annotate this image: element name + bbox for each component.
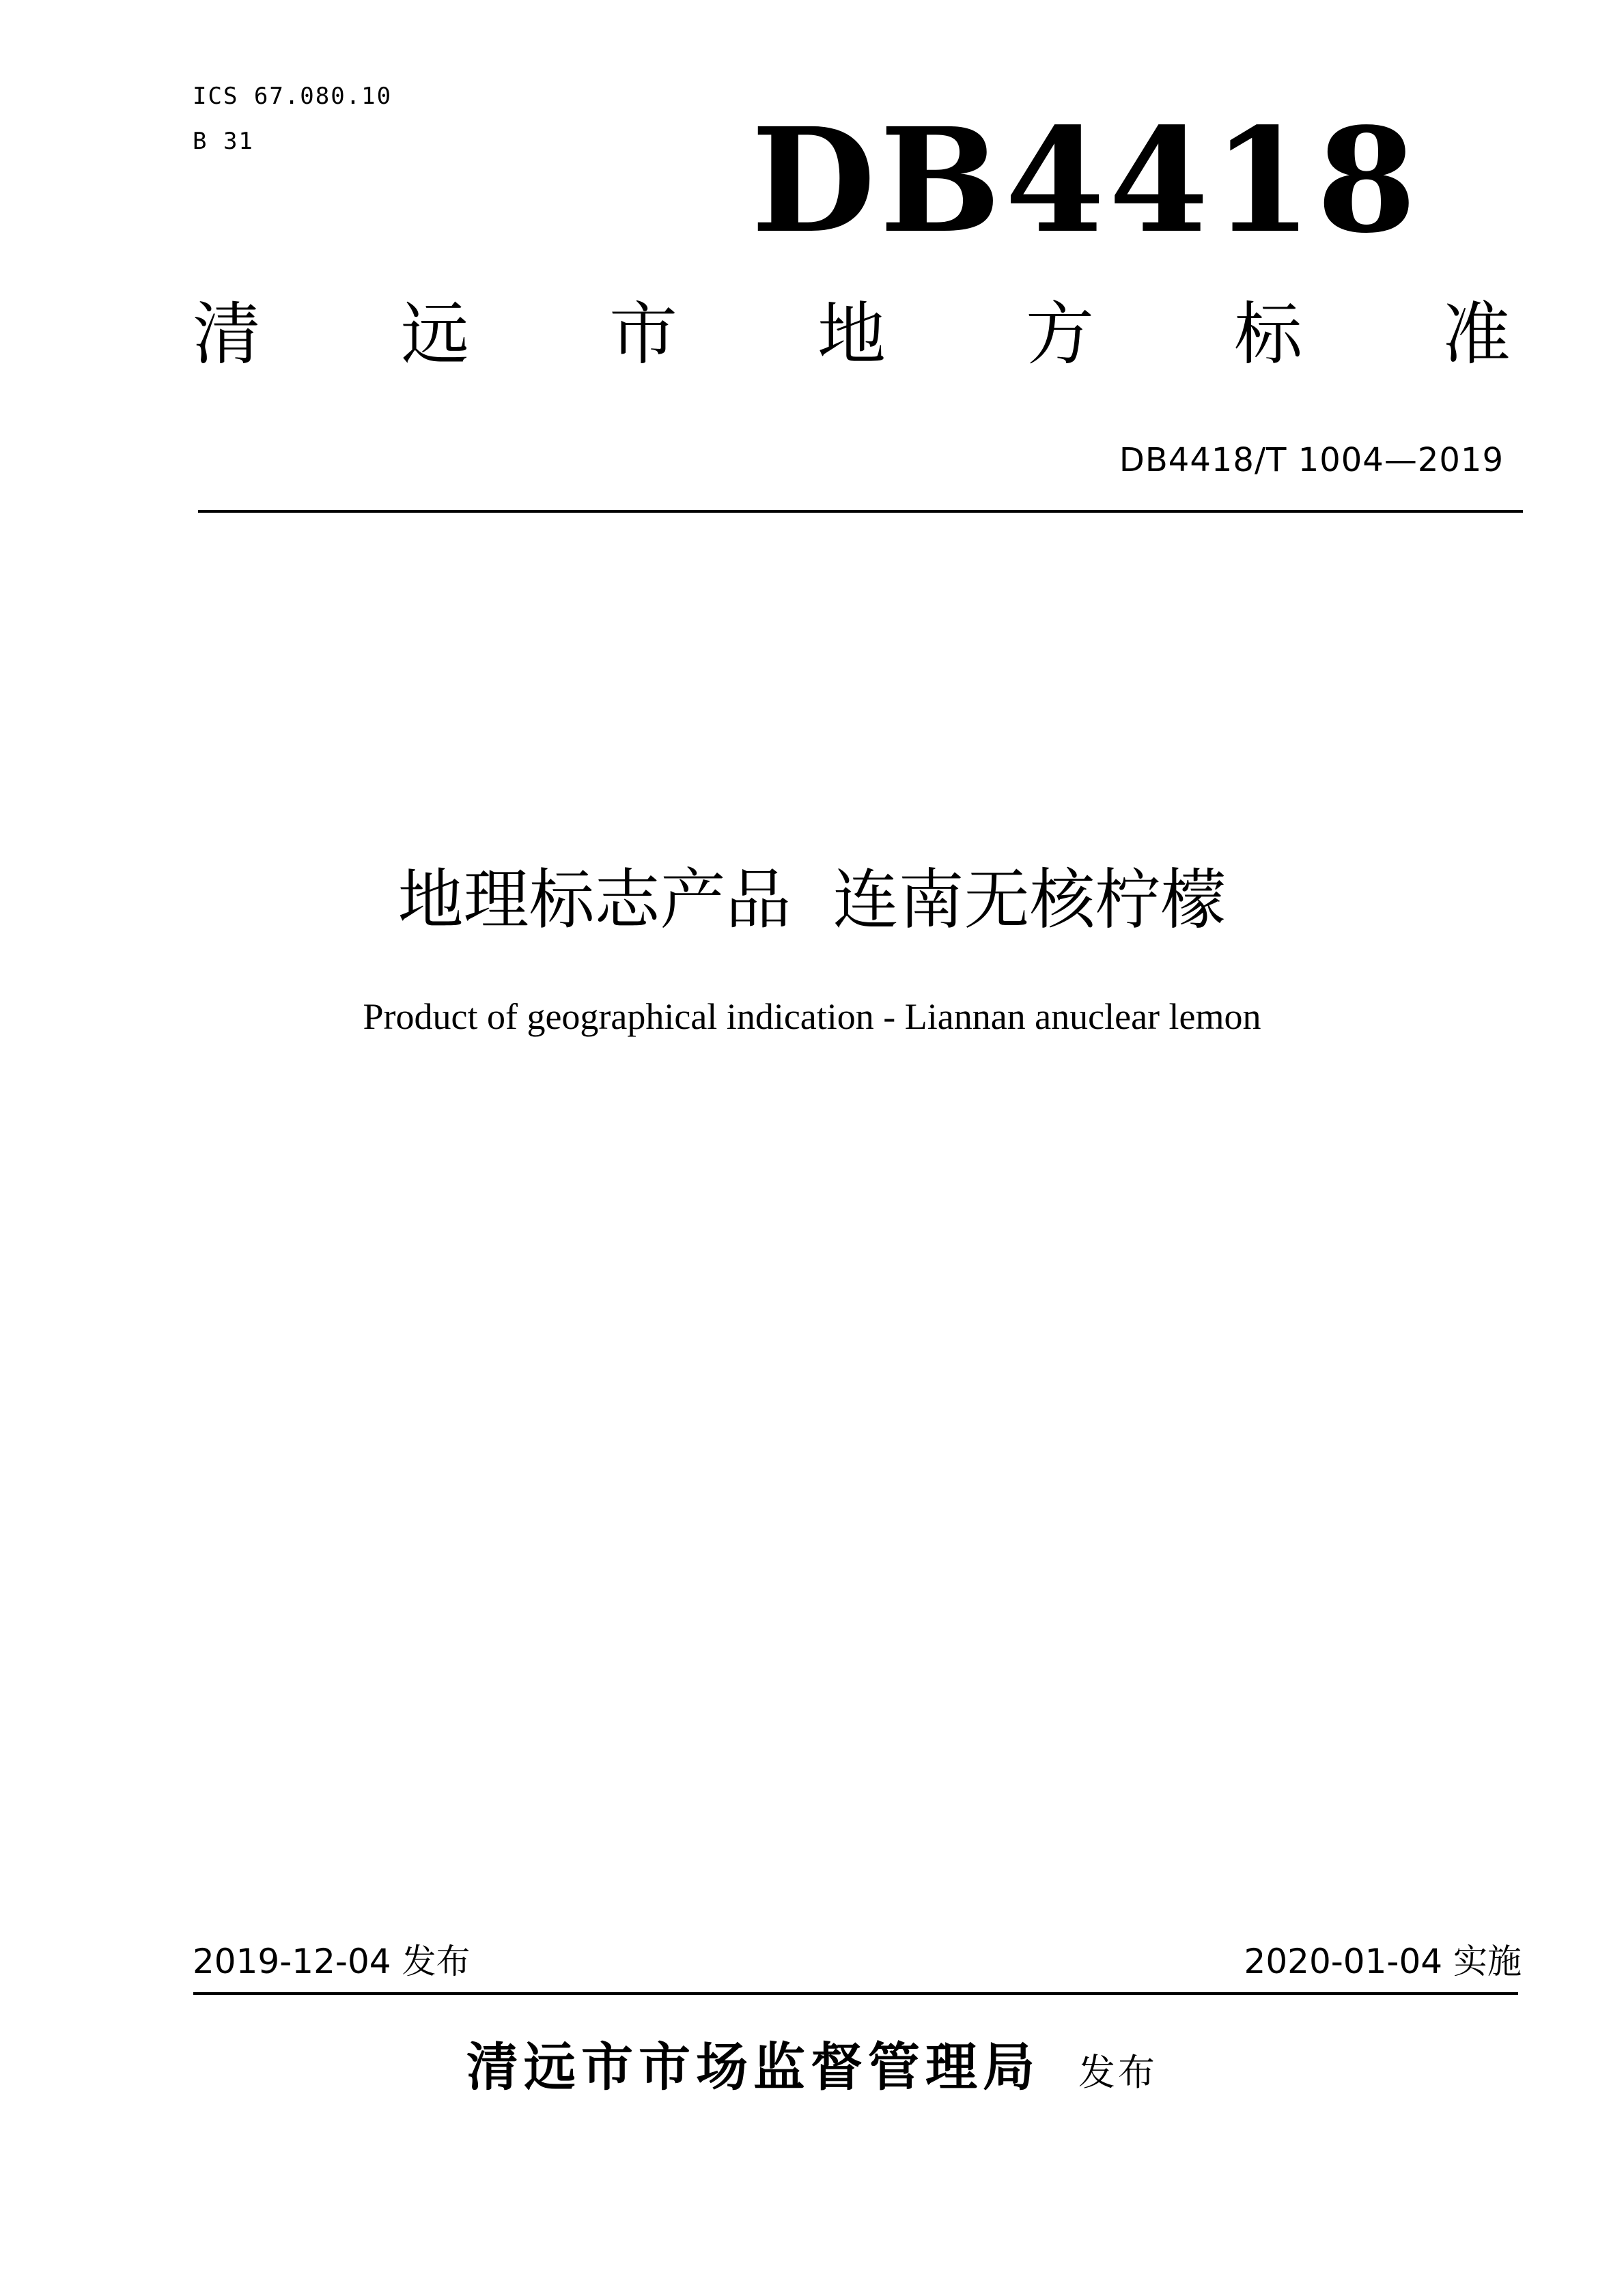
standard-number: DB4418/T 1004—2019 <box>1119 441 1504 479</box>
standard-type-char: 清 <box>193 294 261 374</box>
standard-type-char: 远 <box>401 294 469 374</box>
title-chinese: 地理标志产品 连南无核柠檬 <box>397 862 1227 938</box>
issuer-name: 清远市市场监督管理局 <box>466 2037 1040 2097</box>
issuer-row <box>0 2037 1624 2097</box>
standard-type-heading <box>193 294 1511 374</box>
standard-type-char: 准 <box>1442 294 1511 374</box>
db-code: DB4418 <box>751 96 1420 265</box>
issuer-suffix: 发布 <box>1078 2051 1158 2094</box>
standard-type-char: 标 <box>1234 294 1302 374</box>
title-english: Product of geographical indication - Liannan anuclear lemon <box>363 996 1261 1037</box>
implementation-date: 2020-01-04 实施 <box>1244 1942 1522 1981</box>
ccs-code: B 31 <box>193 128 254 155</box>
ics-code: ICS 67.080.10 <box>193 83 393 110</box>
standard-type-char: 市 <box>609 294 677 374</box>
standard-type-char: 地 <box>817 294 886 374</box>
footer-divider <box>193 1992 1518 1995</box>
header-divider <box>198 510 1523 513</box>
standard-type-char: 方 <box>1026 294 1094 374</box>
issue-date: 2019-12-04 发布 <box>193 1942 471 1981</box>
